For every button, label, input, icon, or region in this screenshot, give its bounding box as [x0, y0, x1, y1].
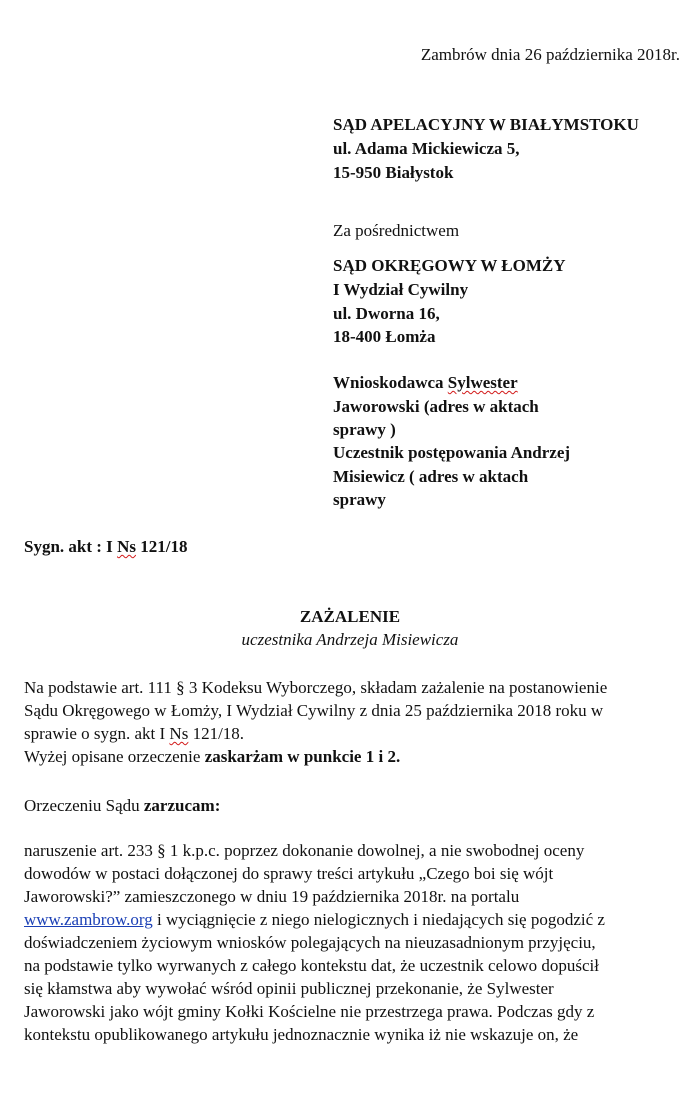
charges-heading: Orzeczeniu Sądu zarzucam: [24, 796, 221, 815]
zambrow-link[interactable]: www.zambrow.org [24, 910, 153, 929]
party-line-4: Uczestnik postępowania Andrzej [333, 443, 571, 462]
document-subtitle: uczestnika Andrzeja Misiewicza [241, 630, 459, 649]
spellcheck-mark: Ns [117, 537, 136, 556]
document-title: ZAŻALENIE [299, 607, 401, 626]
intro-paragraph: Na podstawie art. 111 § 3 Kodeksu Wyborczego, składam zażalenie na postanowienie Sądu Okręgowego w Łomży, I Wydział Cywilny z dnia 25 października 2018 roku w sprawie o sygn. akt I Ns 121/18. Wyżej opisane orzeczenie zaskarżam w punkcie 1 i 2. [24, 678, 608, 766]
party-line-6: sprawy [333, 490, 386, 509]
recipient-city: 15-950 Białystok [333, 163, 454, 182]
via-street: ul. Dworna 16, [333, 304, 440, 323]
place-date: Zambrów dnia 26 października 2018r. [420, 45, 680, 64]
body-paragraph: naruszenie art. 233 § 1 k.p.c. poprzez dokonanie dowolnej, a nie swobodnej oceny dowodów w postaci dołączonej do sprawy treści artykułu „Czego boi się wójt Jaworowski?” zamieszczonego w dniu 19 października 2018r. na portalu www.zambrow.org i wyciągnięcie z niego nielogicznych i niedających się pogodzić z doświadczeniem życiowym wniosków polegających na nieuzasadnionym przyjęciu, na podstawie tylko wyrwanych z całego kontekstu dat, że uczestnik celowo dopuścił się kłamstwa aby wywołać wśród opinii publicznej przekonanie, że Sylwester Jaworowski jako wójt gminy Kołki Kościelne nie przestrzega prawa. Podczas gdy z kontekstu opublikowanego artykułu jednoznacznie wynika iż nie wskazuje on, że [24, 841, 605, 1044]
via-court-name: SĄD OKRĘGOWY W ŁOMŻY [333, 256, 566, 275]
recipient-street: ul. Adama Mickiewicza 5, [333, 139, 520, 158]
party-line-3: sprawy ) [333, 420, 396, 439]
case-reference: Sygn. akt : I Ns 121/18 [24, 537, 188, 556]
spellcheck-mark: Sylwester [447, 373, 518, 392]
recipient-court-name: SĄD APELACYJNY W BIAŁYMSTOKU [333, 115, 639, 134]
spellcheck-mark: Ns [169, 724, 189, 743]
party-line-1: Wnioskodawca Sylwester [333, 373, 518, 392]
party-line-5: Misiewicz ( adres w aktach [333, 467, 529, 486]
via-division: I Wydział Cywilny [333, 280, 469, 299]
via-label: Za pośrednictwem [333, 221, 460, 240]
via-city: 18-400 Łomża [333, 327, 436, 346]
party-line-2: Jaworowski (adres w aktach [333, 397, 539, 416]
